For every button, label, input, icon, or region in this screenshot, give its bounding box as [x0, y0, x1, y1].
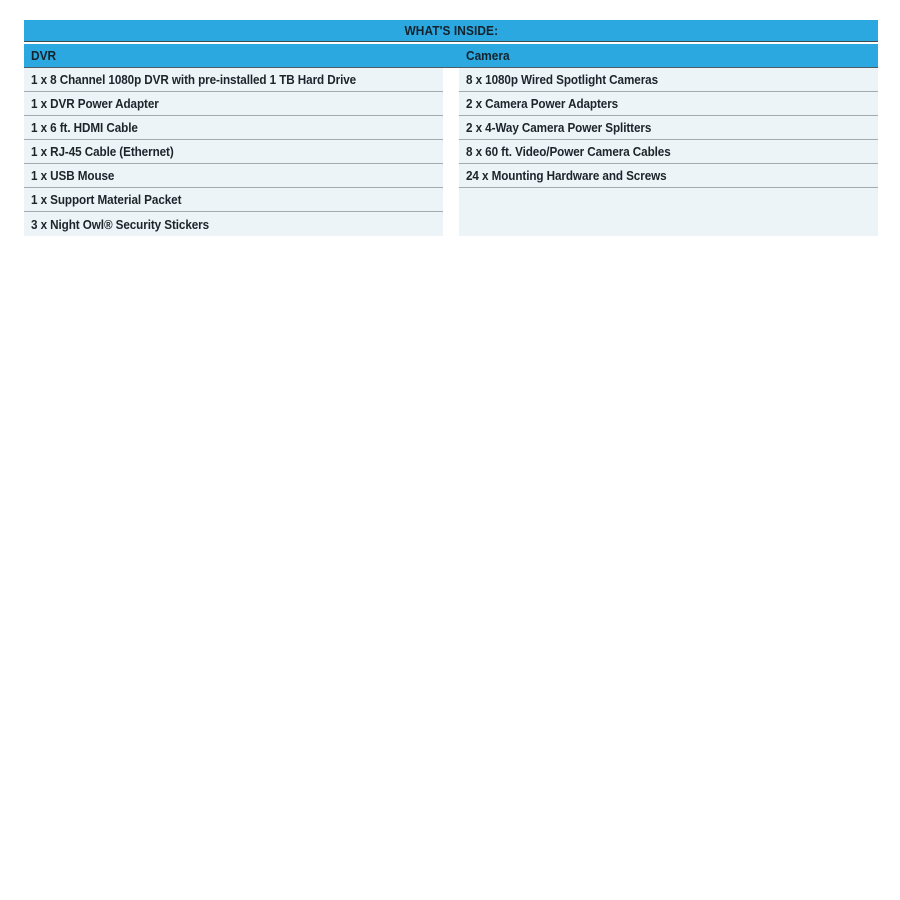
column-header-dvr	[24, 44, 443, 67]
table-row	[24, 140, 443, 164]
item-label: 1 x DVR Power Adapter	[31, 96, 159, 111]
item-label: 1 x RJ-45 Cable (Ethernet)	[31, 144, 174, 159]
table-row	[24, 68, 443, 92]
table-row	[459, 140, 878, 164]
table-row	[24, 116, 443, 140]
table-row	[459, 68, 878, 92]
item-label: 1 x USB Mouse	[31, 168, 115, 183]
table-row	[24, 212, 443, 236]
column-header-camera	[459, 44, 878, 67]
item-label: 2 x 4-Way Camera Power Splitters	[466, 120, 652, 135]
table-row	[24, 188, 443, 212]
table-row	[459, 92, 878, 116]
table-row	[24, 164, 443, 188]
item-label: 1 x Support Material Packet	[31, 192, 182, 207]
whats-inside-table	[24, 20, 878, 236]
item-label: 8 x 1080p Wired Spotlight Cameras	[466, 72, 658, 87]
item-label: 3 x Night Owl® Security Stickers	[31, 216, 210, 232]
item-label: 2 x Camera Power Adapters	[466, 96, 619, 111]
item-label: 1 x 8 Channel 1080p DVR with pre-installed 1 TB Hard Drive	[31, 72, 357, 87]
table-row	[459, 164, 878, 188]
camera-column	[459, 68, 878, 236]
column-header-dvr-label: DVR	[31, 48, 57, 63]
column-gap	[443, 68, 459, 236]
table-title-bar	[24, 20, 878, 42]
table-row	[24, 92, 443, 116]
dvr-column	[24, 68, 443, 236]
column-header-camera-label: Camera	[466, 48, 510, 63]
table-title: WHAT'S INSIDE:	[404, 23, 498, 38]
column-headers-bar	[24, 44, 878, 68]
empty-filler-cell	[459, 188, 878, 236]
table-row	[459, 116, 878, 140]
column-header-gap	[443, 44, 459, 67]
item-label: 8 x 60 ft. Video/Power Camera Cables	[466, 144, 671, 159]
table-body	[24, 68, 878, 236]
item-label: 1 x 6 ft. HDMI Cable	[31, 120, 138, 135]
item-label: 24 x Mounting Hardware and Screws	[466, 168, 667, 183]
